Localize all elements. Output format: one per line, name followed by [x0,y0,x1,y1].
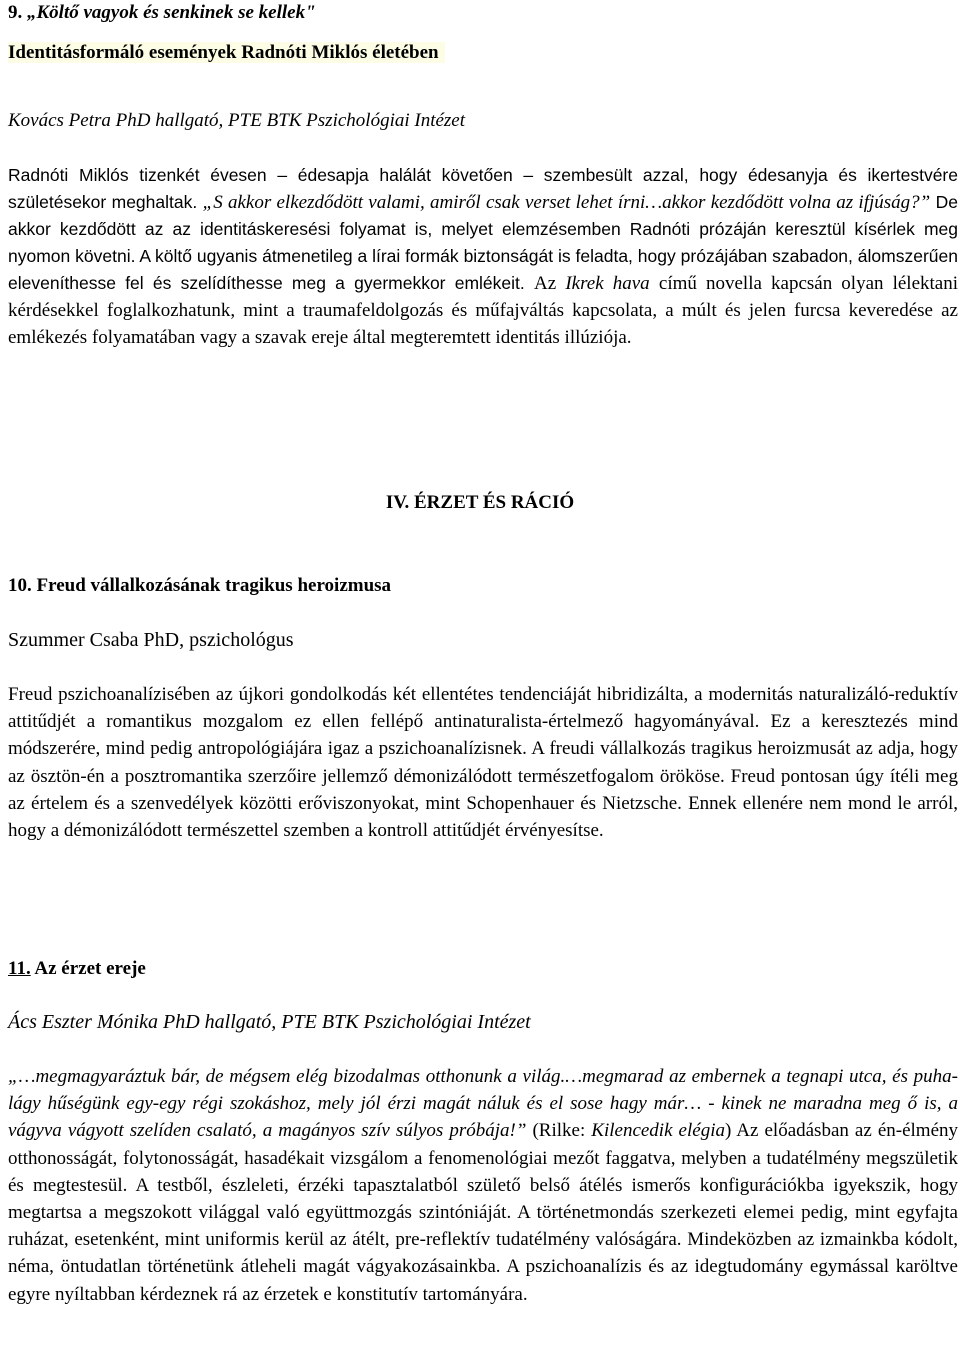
section11-author: Ács Eszter Mónika PhD hallgató, PTE BTK Pszichológiai Intézet [8,1011,531,1033]
section10-author: Szummer Csaba PhD, pszichológus [8,629,294,651]
section11-source-close: ) [724,1120,732,1142]
section9-text-e: című novella kapcsán olyan lélektani kérdésekkel foglalkozhatunk, mint a traumafeldolgozás és műfajváltás kapcsolata, a múlt és jelen furcsa keveredése az emlékezés folyamatában vagy a szavak ereje által megteremtett identitás illúziója. [8,273,959,348]
section10-paragraph: Freud pszichoanalízisében az újkori gondolkodás két ellentétes tendenciáját hibridizálta, a modernitás naturalizáló-reduktív attitűdjét a romantikus mozgalom ez ellen fellépő antinaturalista-értelmező hagyományával. Ez a keresztezés mind módszerére, mind pedig antropológiájára igaz a pszichoanalízisnek. A freudi vállalkozás tragikus heroizmusát az adja, hogy az ösztön-én a posztromantika szerzőire jellemző démonizálódott természetfogalom örököse. Freud pontosan úgy ítéli meg az értelem és a szenvedélyek közötti erőviszonyokat, mint Schopenhauer és Nietzsche. Ennek ellenére nem mond le arról, hogy a démonizálódott természettel szemben a kontroll attitűdjét érvényesítse. [8,684,958,842]
section9-text-c: A költő ugyanis átmenetileg a lírai formák biztonságát is feladta, hogy prózájában szabadon, álomszerűen eleveníthesse fel és szelídíthesse meg a gyermekkor emlékeit. [8,246,958,293]
section9-author: Kovács Petra PhD hallgató, PTE BTK Pszichológiai Intézet [8,110,466,131]
section10-title-text: Freud vállalkozásának tragikus heroizmusa [36,575,392,596]
section10-number: 10. [8,575,32,596]
section9-text-a: Radnóti Miklós tizenkét évesen – édesapja halálát követően – szembesült azzal, hogy édesanyja és ikertestvére születésekor meghaltak. [8,165,958,212]
section10-title [8,573,958,598]
section11-source-title: Kilencedik elégia [591,1120,725,1142]
section9-title [8,0,958,25]
section9-number: 9. [8,2,23,23]
section9-title-quote: „Költő vagyok és senkinek se kellek" [27,2,316,23]
section11-title-text: Az érzet ereje [34,958,146,979]
section9-text-d: Az [533,273,557,294]
section11-title [8,956,958,981]
section11-source-open: (Rilke: [532,1120,586,1142]
section9-paragraph [8,162,958,351]
section9-novel-title: Ikrek hava [565,273,650,294]
section11-paragraph [8,1063,958,1308]
section9-subtitle-text: Identitásformáló események Radnóti Miklós életében [8,42,445,63]
section11-text: Az előadásban az én-élmény otthonosságát, folytonosságát, hasadékait vizsgálom a fenomenológiai mezőt faggatva, melyben a tudatélmény megszületik és megtestesül. A testből, észleleti, érzéki tapasztalatból születő belső átélés ismerős konfigurációkba igyekszik, hogy megtartsa a megszokott világgal való együttmozgás szintóniáját. A történetmondás szerkezeti elemei pedig, mint egyfajta ruházat, esetenként, mint uniformis kerül az átélt, pre-reflektív tudatélmény valóságára. Mindeközben az izmainkba kódolt, néma, öntudatlan történetünk átleheli magát vágyakozásainkba. A pszichoanalízis és az idegtudomány egymással karöltve egyre nyíltabban kérdeznek rá az érzetek e konstitutív tartományára. [8,1120,958,1305]
part-heading: IV. ÉRZET ÉS RÁCIÓ [385,492,575,513]
section9-text-b: De akkor kezdődött az az identitáskeresési folyamat is, melyet elemzésemben Radnóti prózáján keresztül kísérlek meg nyomon követni. [8,192,958,266]
section11-quote: „…megmagyaráztuk bár, de mégsem elég bizodalmas otthonunk a világ.…megmarad az embernek a tegnapi utca, és puha-lágy hűségünk egy-egy régi szokáshoz, mely jól érzi magát náluk és el sose hagy már… - kinek ne maradna meg ő is, a vágyva vágyott szelíden csalató, a magányos szív súlyos próbája!” [8,1066,958,1142]
section9-subtitle [8,40,958,65]
section9-quote: „S akkor elkezdődött valami, amiről csak verset lehet írni…akkor kezdődött volna az ifjúság?” [202,192,931,213]
section11-number: 11. [8,958,31,979]
